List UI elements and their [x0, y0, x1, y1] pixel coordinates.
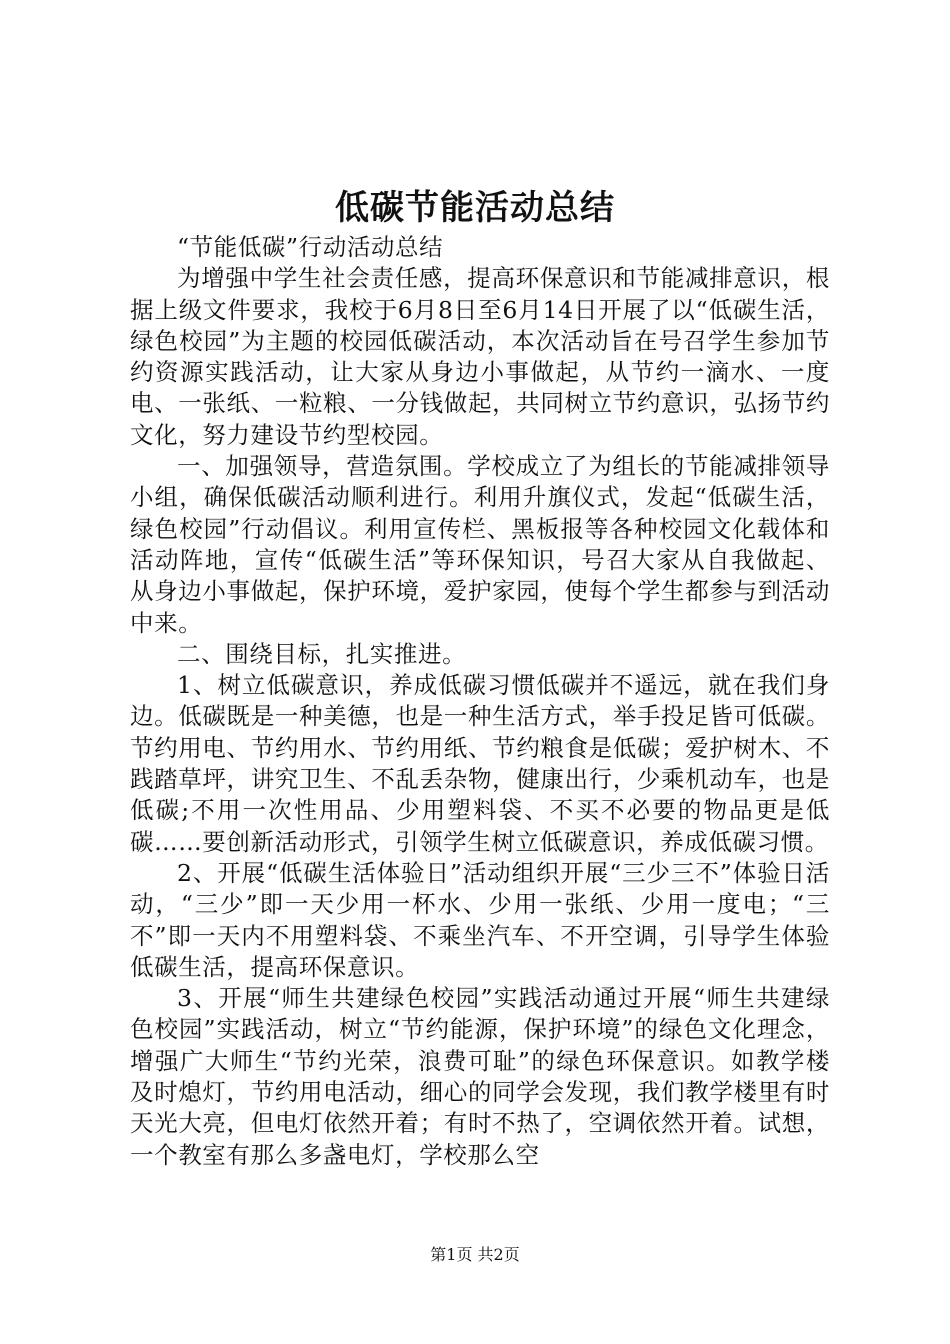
paragraph-intro: 为增强中学生社会责任感，提高环保意识和节能减排意识，根据上级文件要求，我校于6月8日至6月14日开展了以“低碳生活，绿色校园”为主题的校园低碳活动，本次活动旨在号召学生参加节约资源实践活动，让大家从身边小事做起，从节约一滴水、一度电、一张纸、一粒粮、一分钱做起，共同树立节约意识，弘扬节约文化，努力建设节约型校园。 — [130, 264, 830, 449]
paragraph-section-1: 一、加强领导，营造氛围。学校成立了为组长的节能减排领导小组，确保低碳活动顺利进行。利用升旗仪式，发起“低碳生活，绿色校园”行动倡议。利用宣传栏、黑板报等各种校园文化载体和活动阵地，宣传“低碳生活”等环保知识，号召大家从自我做起、从身边小事做起，保护环境，爱护家园，使每个学生都参与到活动中来。 — [130, 452, 830, 637]
page-footer: 第1页 共2页 — [430, 1245, 520, 1264]
paragraph-item-2: 2、开展“低碳生活体验日”活动组织开展“三少三不”体验日活动，“三少”即一天少用一杯水、少用一张纸、少用一度电；“三不”即一天内不用塑料袋、不乘坐汽车、不开空调，引导学生体验低碳生活，提高环保意识。 — [130, 858, 830, 981]
document-title: 低碳节能活动总结 — [335, 188, 615, 228]
paragraph-section-2-heading: 二、围绕目标，扎实推进。 — [177, 639, 467, 668]
paragraph-subtitle: “节能低碳”行动活动总结 — [177, 233, 444, 261]
paragraph-item-1: 1、树立低碳意识，养成低碳习惯低碳并不遥远，就在我们身边。低碳既是一种美德，也是一种生活方式，举手投足皆可低碳。节约用电、节约用水、节约用纸、节约粮食是低碳；爱护树木、不践踏草坪，讲究卫生、不乱丢杂物，健康出行，少乘机动车，也是低碳;不用一次性用品、少用塑料袋、不买不必要的物品更是低碳……要创新活动形式，引领学生树立低碳意识，养成低碳习惯。 — [130, 671, 830, 856]
document-body — [130, 232, 830, 1171]
paragraph-item-3: 3、开展“师生共建绿色校园”实践活动通过开展“师生共建绿色校园”实践活动，树立“节约能源，保护环境”的绿色文化理念，增强广大师生“节约光荣，浪费可耻”的绿色环保意识。如教学楼及时熄灯，节约用电活动，细心的同学会发现，我们教学楼里有时天光大亮，但电灯依然开着；有时不热了，空调依然开着。试想，一个教室有那么多盏电灯，学校那么空 — [130, 984, 830, 1169]
